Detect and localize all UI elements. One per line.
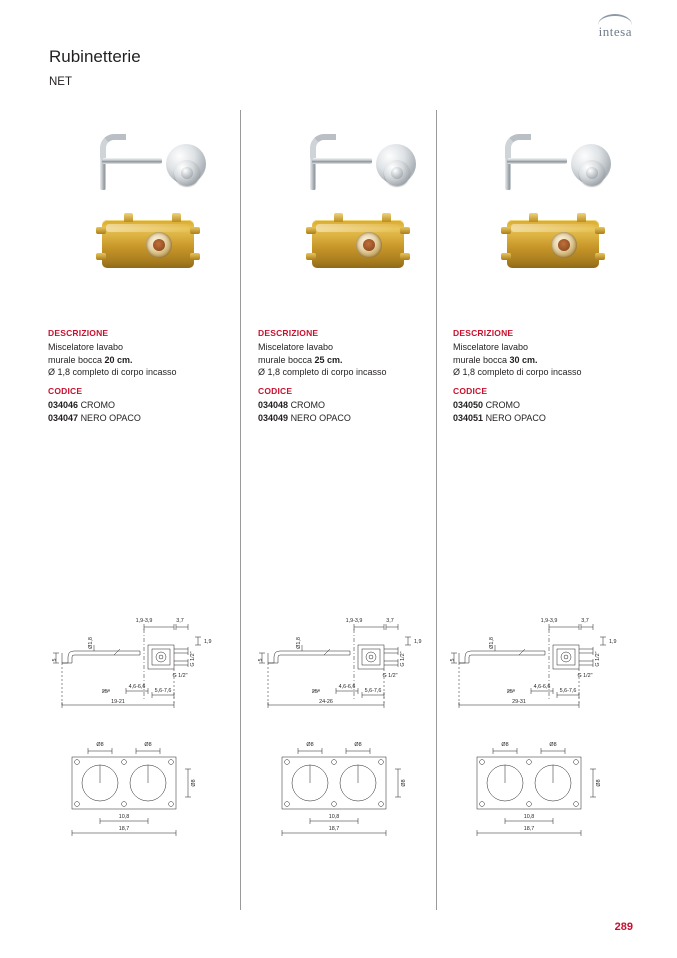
dim-left: 5 <box>450 658 456 662</box>
dim-front-inner: 10,8 <box>328 814 340 820</box>
code-block-3 <box>453 386 643 424</box>
dim-bottom-2: 5,6-7,6 <box>154 688 172 694</box>
dim-top-left: 1,9-3,9 <box>345 618 363 624</box>
product-column-1 <box>48 110 238 832</box>
technical-drawing-front-3 <box>453 735 643 855</box>
description-line-3: Ø 1,8 completo di corpo incasso <box>48 367 177 377</box>
dim-bottom-1: 4,6-6,6 <box>128 684 146 690</box>
technical-drawing-side-3 <box>450 605 643 725</box>
description-line-2-value: 20 cm. <box>104 354 133 365</box>
code-number: 034051 <box>453 412 484 423</box>
code-label: CODICE <box>258 386 293 396</box>
dim-bottom-1: 4,6-6,6 <box>533 684 551 690</box>
dim-right-1: 1,9 <box>414 639 422 645</box>
description-line-1: Miscelatore lavabo <box>453 342 529 352</box>
brand-logo-text: intesa <box>598 24 632 39</box>
code-finish: NERO OPACO <box>485 412 546 423</box>
code-number: 034049 <box>258 412 289 423</box>
code-row <box>258 412 448 425</box>
description-line-1: Miscelatore lavabo <box>48 342 124 352</box>
description-block-3 <box>453 328 643 379</box>
code-finish: CROMO <box>485 400 521 410</box>
dim-diameter: Ø1,8 <box>489 637 495 649</box>
code-row <box>48 412 238 425</box>
dim-bottom-2: 5,6-7,6 <box>559 688 577 694</box>
dim-top-left: 1,9-3,9 <box>540 618 558 624</box>
description-line-2-prefix: murale bocca <box>453 354 510 365</box>
product-photo-2 <box>258 110 448 295</box>
description-line-3: Ø 1,8 completo di corpo incasso <box>453 367 582 377</box>
dim-front-inner: 10,8 <box>118 814 130 820</box>
dim-front-hole-left: Ø8 <box>96 742 104 748</box>
product-column-3 <box>450 110 643 832</box>
dim-right-1: 1,9 <box>609 639 617 645</box>
dim-thread-1: G 1/2" <box>190 651 196 667</box>
dim-angle: 25° <box>311 689 320 695</box>
description-line-2-value: 25 cm. <box>314 354 343 365</box>
page-number: 289 <box>614 921 633 933</box>
description-line-2 <box>48 354 238 367</box>
description-line-2-value: 30 cm. <box>509 354 538 365</box>
dim-right-1: 1,9 <box>204 639 212 645</box>
code-label: CODICE <box>48 386 83 396</box>
dim-angle: 25° <box>101 689 110 695</box>
code-finish: NERO OPACO <box>80 412 141 423</box>
description-label: DESCRIZIONE <box>48 328 109 338</box>
dim-diameter: Ø1,8 <box>296 637 302 649</box>
dim-overall: 24-26 <box>319 699 333 705</box>
dim-thread-1: G 1/2" <box>595 651 601 667</box>
dim-bottom-1: 4,6-6,6 <box>338 684 356 690</box>
code-block-1 <box>48 386 238 424</box>
description-line-2 <box>453 354 643 367</box>
dim-top-right: 3,7 <box>581 618 589 624</box>
code-number: 034046 <box>48 400 79 410</box>
column-divider-1 <box>240 110 241 910</box>
dim-left: 5 <box>52 658 58 662</box>
faucet-spout-icon <box>453 132 643 202</box>
code-block-2 <box>258 386 448 424</box>
code-finish: CROMO <box>290 400 326 410</box>
description-block-1 <box>48 328 238 379</box>
code-finish: CROMO <box>80 400 116 410</box>
dim-front-right: Ø8 <box>401 779 407 787</box>
series-title: NET <box>49 76 72 88</box>
code-row <box>48 399 238 412</box>
description-line-3: Ø 1,8 completo di corpo incasso <box>258 367 387 377</box>
dim-left: 5 <box>258 658 264 662</box>
dim-thread-2: G 1/2" <box>577 673 593 679</box>
code-finish: NERO OPACO <box>290 412 351 423</box>
dim-front-outer: 18,7 <box>328 826 340 832</box>
dim-front-hole-left: Ø8 <box>306 742 314 748</box>
brass-rough-in-body-icon <box>312 220 404 268</box>
description-line-2-prefix: murale bocca <box>48 354 105 365</box>
product-column-2 <box>258 110 448 832</box>
dim-front-hole-right: Ø8 <box>354 742 362 748</box>
code-number: 034048 <box>258 400 289 410</box>
code-number: 034050 <box>453 400 484 410</box>
technical-drawing-front-2 <box>258 735 448 855</box>
description-block-2 <box>258 328 448 379</box>
dim-thread-2: G 1/2" <box>172 673 188 679</box>
technical-drawing-side-1 <box>48 605 238 725</box>
dim-diameter: Ø1,8 <box>88 637 94 649</box>
product-photo-1 <box>48 110 238 295</box>
dim-front-hole-right: Ø8 <box>549 742 557 748</box>
description-line-2-prefix: murale bocca <box>258 354 315 365</box>
description-line-1: Miscelatore lavabo <box>258 342 334 352</box>
code-row <box>258 399 448 412</box>
dim-front-hole-right: Ø8 <box>144 742 152 748</box>
description-line-2 <box>258 354 448 367</box>
dim-front-hole-left: Ø8 <box>501 742 509 748</box>
dim-top-right: 3,7 <box>386 618 394 624</box>
dim-bottom-2: 5,6-7,6 <box>364 688 382 694</box>
dim-overall: 19-21 <box>111 699 125 705</box>
faucet-spout-icon <box>48 132 238 202</box>
faucet-spout-icon <box>258 132 448 202</box>
description-label: DESCRIZIONE <box>453 328 514 338</box>
brand-logo <box>570 14 632 40</box>
dim-angle: 25° <box>506 689 515 695</box>
dim-front-right: Ø8 <box>191 779 197 787</box>
technical-drawing-side-2 <box>258 605 448 725</box>
brass-rough-in-body-icon <box>102 220 194 268</box>
dim-thread-1: G 1/2" <box>400 651 406 667</box>
dim-front-right: Ø8 <box>596 779 602 787</box>
dim-overall: 29-31 <box>512 699 526 705</box>
brass-rough-in-body-icon <box>507 220 599 268</box>
dim-thread-2: G 1/2" <box>382 673 398 679</box>
description-label: DESCRIZIONE <box>258 328 319 338</box>
dim-top-left: 1,9-3,9 <box>135 618 153 624</box>
dim-top-right: 3,7 <box>176 618 184 624</box>
code-row <box>453 399 643 412</box>
code-row <box>453 412 643 425</box>
dim-front-inner: 10,8 <box>523 814 535 820</box>
code-label: CODICE <box>453 386 488 396</box>
code-number: 034047 <box>48 412 79 423</box>
dim-front-outer: 18,7 <box>118 826 130 832</box>
technical-drawing-front-1 <box>48 735 238 855</box>
product-photo-3 <box>453 110 643 295</box>
dim-front-outer: 18,7 <box>523 826 535 832</box>
page-title: Rubinetterie <box>49 47 141 66</box>
